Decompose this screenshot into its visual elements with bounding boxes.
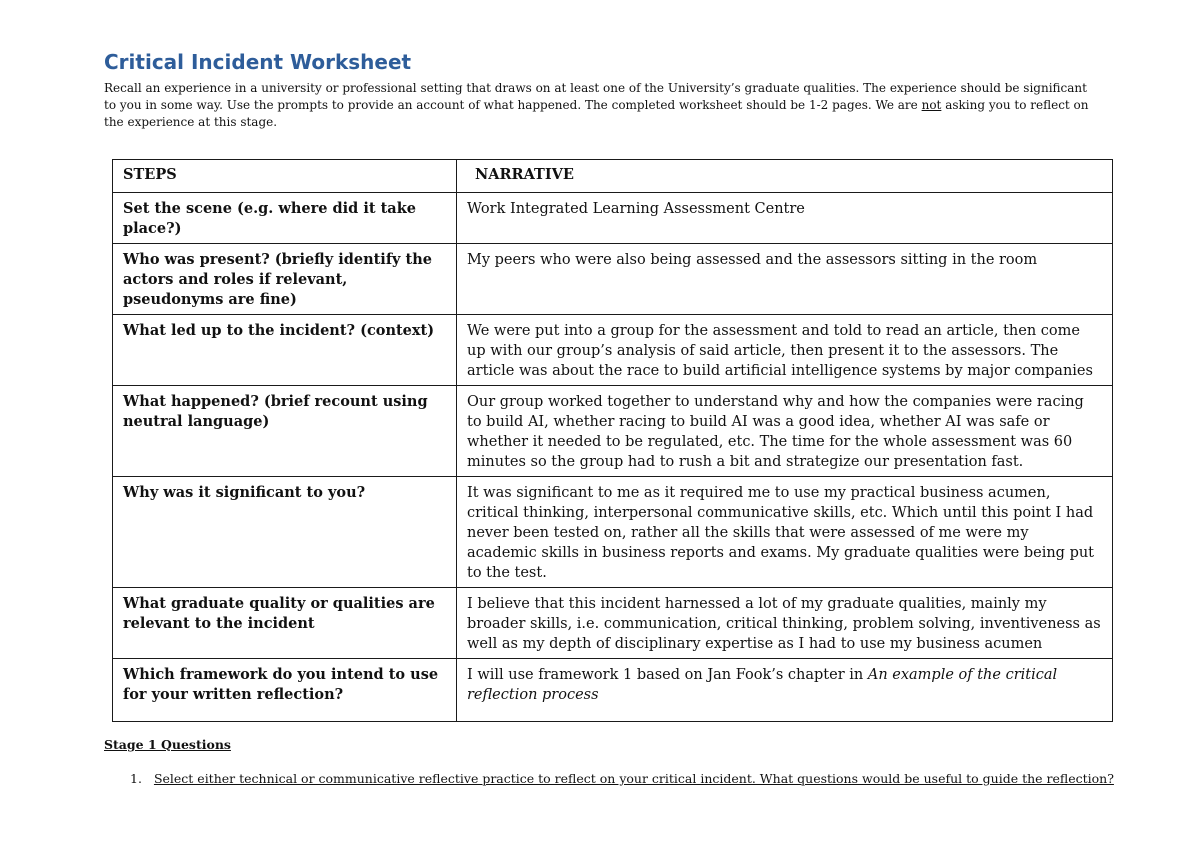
- table-row: [113, 315, 1113, 386]
- table-header-row: [113, 160, 1113, 193]
- step-cell: What happened? (brief recount using neutral language): [113, 386, 457, 477]
- question-item: [130, 771, 1114, 786]
- step-cell: Which framework do you intend to use for your written reflection?: [113, 659, 457, 722]
- page-title: Critical Incident Worksheet: [104, 50, 412, 74]
- stage-heading: Stage 1 Questions: [104, 737, 231, 752]
- narrative-cell: I believe that this incident harnessed a lot of my graduate qualities, mainly my broader skills, i.e. communication, critical thinking, problem solving, inventiveness as well as my depth of disciplinary expertise as I had to use my business acumen: [457, 588, 1113, 659]
- narrative-cell: [457, 659, 1113, 722]
- question-number: 1.: [130, 771, 142, 786]
- worksheet-table: [112, 159, 1113, 722]
- step-cell: Who was present? (briefly identify the actors and roles if relevant, pseudonyms are fine): [113, 244, 457, 315]
- intro-text-after: asking you to reflect on the experience at this stage.: [104, 98, 1089, 129]
- narrative-plain-text: I will use framework 1 based on Jan Fook’s chapter in: [467, 667, 868, 683]
- step-cell: What graduate quality or qualities are relevant to the incident: [113, 588, 457, 659]
- narrative-header: NARRATIVE: [457, 160, 1113, 193]
- table-row: [113, 659, 1113, 722]
- question-text: Select either technical or communicative reflective practice to reflect on your critical incident. What questions would be useful to guide the reflection?: [153, 771, 1114, 786]
- table-row: [113, 386, 1113, 477]
- steps-header: STEPS: [113, 160, 457, 193]
- narrative-cell: We were put into a group for the assessment and told to read an article, then come up with our group’s analysis of said article, then present it to the assessors. The article was about the race to build artificial intelligence systems by major companies: [457, 315, 1113, 386]
- table-row: [113, 588, 1113, 659]
- narrative-cell: It was significant to me as it required me to use my practical business acumen, critical thinking, interpersonal communicative skills, etc. Which until this point I had never been tested on, rather all the skills that were assessed of me were my academic skills in business reports and exams. My graduate qualities were being put to the test.: [457, 477, 1113, 588]
- step-cell: Why was it significant to you?: [113, 477, 457, 588]
- intro-text-before: Recall an experience in a university or professional setting that draws on at least one of the University’s graduate qualities. The experience should be significant to you in some way. Use the prompts to provide an account of what happened. The completed worksheet should be 1-2 pages. We are: [104, 81, 1087, 112]
- step-cell: Set the scene (e.g. where did it take place?): [113, 193, 457, 244]
- narrative-cell: Our group worked together to understand why and how the companies were racing to build AI, whether racing to build AI was a good idea, whether AI was safe or whether it needed to be regulated, etc. The time for the whole assessment was 60 minutes so the group had to rush a bit and strategize our presentation fast.: [457, 386, 1113, 477]
- narrative-italic-title: An example of the critical reflection process: [467, 667, 1058, 703]
- narrative-cell: Work Integrated Learning Assessment Centre: [457, 193, 1113, 244]
- narrative-cell: My peers who were also being assessed and the assessors sitting in the room: [457, 244, 1113, 315]
- intro-paragraph: [104, 80, 1099, 131]
- worksheet-page: [104, 50, 1104, 703]
- table-row: [113, 193, 1113, 244]
- table-row: [113, 477, 1113, 588]
- intro-emphasis-not: not: [921, 98, 942, 112]
- step-cell: What led up to the incident? (context): [113, 315, 457, 386]
- table-row: [113, 244, 1113, 315]
